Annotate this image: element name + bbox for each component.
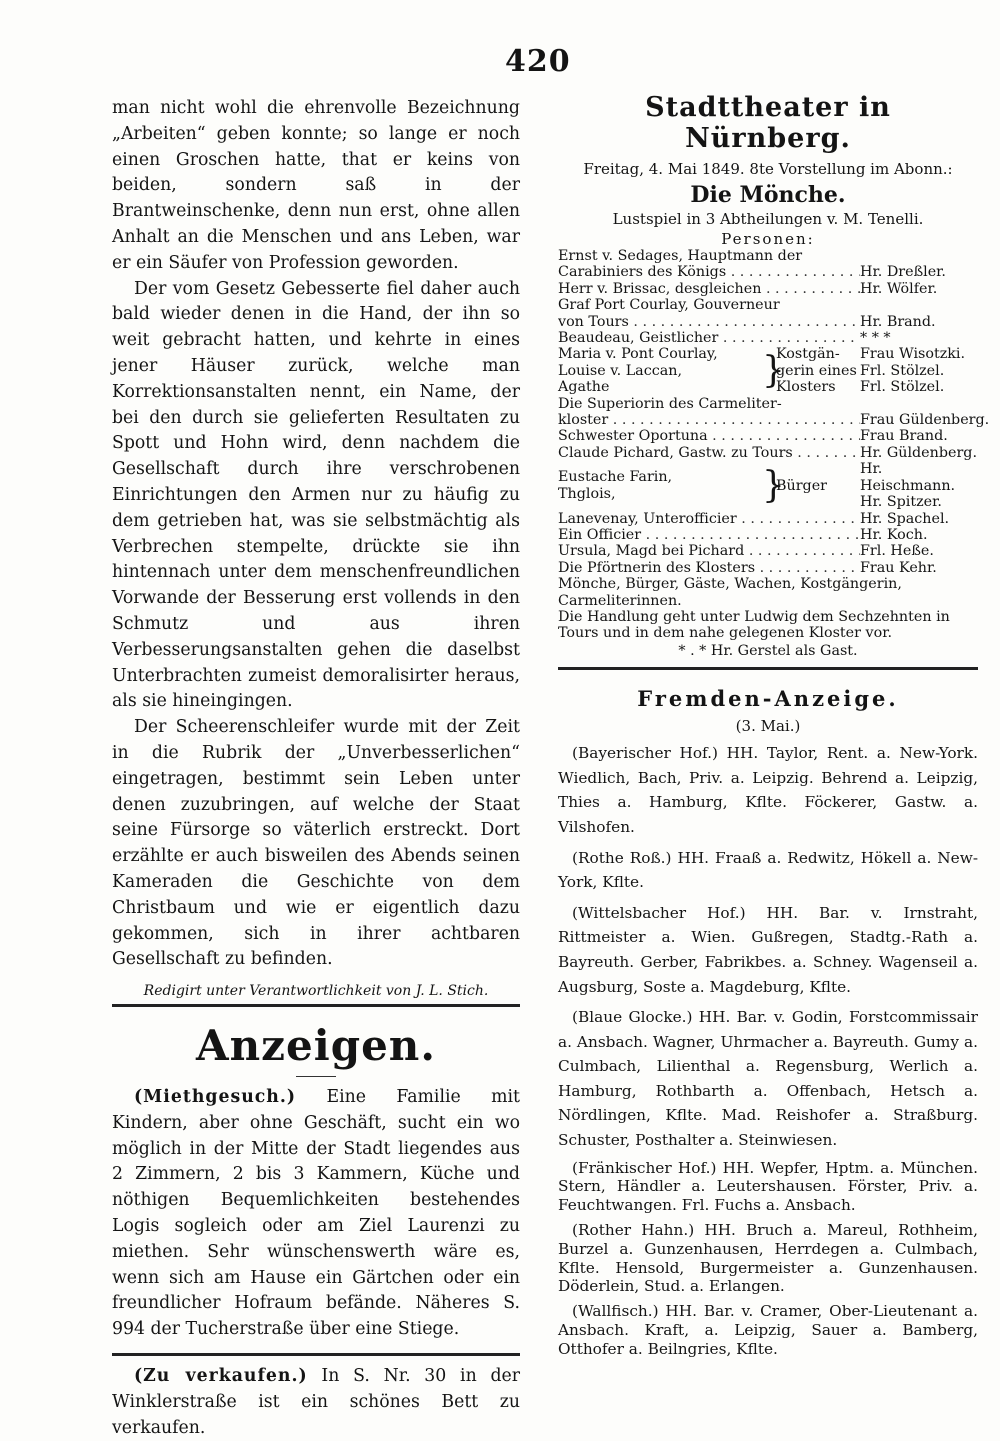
cast-role: Ein Officier . . .	[558, 527, 860, 543]
cast-row	[558, 445, 978, 461]
ad-label: (Zu verkaufen.)	[134, 1366, 308, 1387]
cast-row	[558, 412, 990, 429]
divider	[558, 667, 978, 670]
divider	[112, 1353, 520, 1356]
cast-actor: Frau Brand.	[860, 428, 948, 445]
cast-row	[558, 560, 978, 576]
anzeigen-heading: Anzeigen.	[196, 1021, 436, 1071]
fremden-entry: (Wallfisch.) HH. Bar. v. Cramer, Ober-Lieutenant a. Ansbach. Kraft, a. Leipzig, Sauer a. Bamberg, Otthofer a. Beilngries, Kflte.	[558, 1302, 978, 1358]
cast-group-joint: Kostgän-	[776, 346, 840, 363]
cast-extras: Mönche, Bürger, Gäste, Wachen, Kostgängerin, Carmeliterinnen.	[558, 576, 902, 609]
cast-group-actors: Hr. Heischmann.	[860, 461, 956, 494]
cast-row	[558, 396, 978, 412]
cast-role: Claude Pichard, Gastw. zu Tours . . .	[558, 445, 860, 461]
cast-row	[558, 314, 978, 330]
fremden-entry: (Bayerischer Hof.) HH. Taylor, Rent. a. New-York. Wiedlich, Bach, Priv. a. Leipzig. Behrend a. Leipzig, Thies a. Hamburg, Kflte. Föckerer, Gastw. a. Vilshofen.	[558, 744, 978, 836]
cast-setting: Die Handlung geht unter Ludwig dem Sechzehnten in Tours und in dem nahe gelegenen Kloster vor.	[558, 608, 950, 642]
cast-actor: Frau Kehr.	[860, 559, 937, 576]
cast-group-actors: Frau Wisotzki.	[860, 346, 966, 363]
cast-actor: * * *	[860, 330, 891, 347]
cast-role: Schwester Oportuna . . .	[558, 428, 860, 444]
cast-group-actors: Hr. Spitzer.	[860, 494, 942, 511]
cast-row	[558, 428, 978, 444]
performance-date: Freitag, 4. Mai 1849. 8te Vorstellung im Abonn.:	[583, 160, 953, 178]
cast-role: von Tours . . .	[558, 314, 860, 330]
cast-group-names: Louise v. Laccan,	[558, 362, 683, 379]
story-paragraph-1: man nicht wohl die ehrenvolle Bezeichnung „Arbeiten“ geben konnte; so lange er noch einen Groschen hatte, that er keins von beiden, sondern saß in der Brantweinschenke, denn nun erst, ohne allen Anhalt an die Menschen und ans Leben, war er ein Säufer von Profession geworden.	[112, 98, 520, 273]
play-subtitle: Lustspiel in 3 Abtheilungen v. M. Tenelli.	[612, 210, 924, 228]
cast-group	[558, 346, 978, 395]
cast-role: kloster . . .	[558, 412, 860, 428]
ad-body: In S. Nr. 30 in der Winklerstraße ist ein schönes Bett zu verkaufen.	[112, 1366, 520, 1438]
cast-row	[558, 511, 978, 527]
fremden-entry: (Fränkischer Hof.) HH. Wepfer, Hptm. a. München. Stern, Händler a. Leutershausen. Förster, Priv. a. Feuchtwangen. Frl. Fuchs a. Ansbach.	[558, 1158, 978, 1215]
cast-role: Lanevenay, Unterofficier . . .	[558, 511, 860, 527]
cast-role: Herr v. Brissac, desgleichen . . .	[558, 281, 860, 297]
short-divider	[296, 1076, 336, 1077]
left-column	[112, 96, 520, 1441]
page-number: 420	[505, 44, 571, 79]
ad-body: Eine Familie mit Kindern, aber ohne Geschäft, sucht ein wo möglich in der Mitte der Stadt liegendes aus 2 Zimmern, 2 bis 3 Kammern, Küche und nöthigen Bequemlichkeiten bestehendes Logis sogleich oder am Ziel Laurenzi zu miethen. Sehr wünschenswerth wäre es, wenn sich am Hause ein Gärtchen oder ein freundlicher Hofraum befände. Näheres S. 994 der Tucherstraße über eine Stiege.	[112, 1087, 520, 1340]
right-column	[558, 92, 990, 1365]
cast-group-names: Agathe	[558, 379, 610, 396]
cast-actor: Hr. Brand.	[860, 313, 936, 330]
cast-role: Graf Port Courlay, Gouverneur	[558, 297, 780, 314]
fremden-date: (3. Mai.)	[735, 717, 801, 736]
cast-role: Die Pförtnerin des Klosters . . .	[558, 560, 860, 576]
cast-row	[558, 264, 978, 280]
cast-role: Beaudeau, Geistlicher . . .	[558, 330, 860, 346]
ad-zu-verkaufen	[112, 1364, 520, 1441]
cast-group-names: Maria v. Pont Courlay,	[558, 346, 718, 363]
personen-heading: Personen:	[721, 230, 815, 248]
cast-actor: Hr. Dreßler.	[860, 264, 946, 281]
cast-role: Ernst v. Sedages, Hauptmann der	[558, 248, 803, 264]
cast-group-joint: Bürger	[776, 477, 827, 494]
cast-group	[558, 461, 978, 510]
fremden-entry: (Rothe Roß.) HH. Fraaß a. Redwitz, Hökell a. New-York, Kflte.	[558, 848, 978, 892]
cast-row	[558, 543, 978, 559]
story-paragraph-2: Der vom Gesetz Gebesserte fiel daher auch bald wieder denen in die Hand, der ihn so weit gebracht hatten, und kehrte in eines jener Häuser zurück, welche man Korrektionsanstalten nennt, ein Name, der bei den durch sie gelieferten Resultaten zu Spott und Hohn wird, denn nachdem die Gesellschaft durch ihre verschrobenen Einrichtungen den Armen nur zu häufig zu dem getrieben hat, was sie selbstmächtig als Verbrechen stempelte, drückte sie ihn hintennach unter dem menschenfreundlichen Vorwande der Besserung erst vollends in den Schmutz und aus ihren Verbesserungsanstalten gehen die daselbst Unterbrachten zumeist demoralisirter heraus, als sie hineingingen.	[112, 278, 520, 712]
cast-row	[558, 330, 978, 346]
fremden-entry: (Blaue Glocke.) HH. Bar. v. Godin, Forstcommissair a. Ansbach. Wagner, Uhrmacher a. Bayreuth. Gumy a. Culmbach, Lilienthal a. Regensburg, Werlich a. Hamburg, Rothbarth a. Offenbach, Hetsch a. Nördlingen, Kflte. Mad. Reishofer a. Straßburg. Schuster, Posthalter a. Steinwiesen.	[558, 1008, 978, 1150]
cast-actor: Hr. Güldenberg.	[860, 444, 977, 461]
play-title: Die Mönche.	[690, 182, 846, 208]
cast-actor: Hr. Wölfer.	[860, 280, 938, 297]
brace: }	[762, 350, 785, 392]
theatre-title: Stadttheater in Nürnberg.	[645, 92, 891, 154]
cast-role: Ursula, Magd bei Pichard . . .	[558, 543, 860, 559]
cast-row	[558, 248, 978, 264]
fremden-title: Fremden-Anzeige.	[637, 686, 899, 712]
cast-role: Die Superiorin des Carmeliter-	[558, 395, 782, 412]
divider	[112, 1004, 520, 1007]
cast-group-names: Eustache Farin,	[558, 469, 673, 486]
cast-group-actors: Frl. Stölzel.	[860, 379, 945, 396]
editor-note: Redigirt unter Verantwortlichkeit von J. L. Stich.	[143, 983, 489, 1000]
story-paragraph-3: Der Scheerenschleifer wurde mit der Zeit in die Rubrik der „Unverbesserlichen“ eingetragen, bestimmt sein Leben unter denen zuzubringen, auf welche der Staat seine Fürsorge so väterlich erstreckt. Dort erzählte er auch bisweilen des Abends seinen Kameraden die Geschichte von dem Christbaum und wie er eigentlich dazu gekommen, sich in ihrer achtbaren Gesellschaft zu befinden.	[112, 717, 520, 970]
cast-actor: Hr. Koch.	[860, 526, 928, 543]
cast-actor: Hr. Spachel.	[860, 510, 950, 527]
guest-note: * . * Hr. Gerstel als Gast.	[678, 642, 858, 659]
cast-role: Carabiniers des Königs . . .	[558, 264, 860, 280]
fremden-entry: (Rother Hahn.) HH. Bruch a. Mareul, Rothheim, Burzel a. Gunzenhausen, Herrdegen a. Culmbach, Kflte. Hensold, Burgermeister a. Gunzenhausen. Döderlein, Stud. a. Erlangen.	[558, 1221, 978, 1296]
cast-group-joint: gerin eines	[776, 362, 857, 379]
ad-miethgesuch	[112, 1085, 520, 1343]
cast-actor: Frl. Heße.	[860, 543, 934, 560]
fremden-entry: (Wittelsbacher Hof.) HH. Bar. v. Irnstraht, Rittmeister a. Wien. Gußregen, Stadtg.-Rath a. Bayreuth. Gerber, Fabrikbes. a. Schney. Wagenseil a. Augsburg, Soste a. Magdeburg, Kflte.	[558, 903, 978, 996]
ad-label: (Miethgesuch.)	[134, 1087, 297, 1108]
cast-actor: Frau Güldenberg.	[860, 412, 990, 429]
brace: }	[762, 464, 785, 506]
cast-row	[558, 527, 978, 543]
cast-row	[558, 297, 978, 313]
cast-group-joint: Klosters	[776, 379, 836, 396]
cast-row	[558, 281, 978, 297]
cast-group-actors: Frl. Stölzel.	[860, 362, 945, 379]
cast-list	[558, 248, 990, 659]
cast-group-names: Thglois,	[558, 485, 616, 502]
